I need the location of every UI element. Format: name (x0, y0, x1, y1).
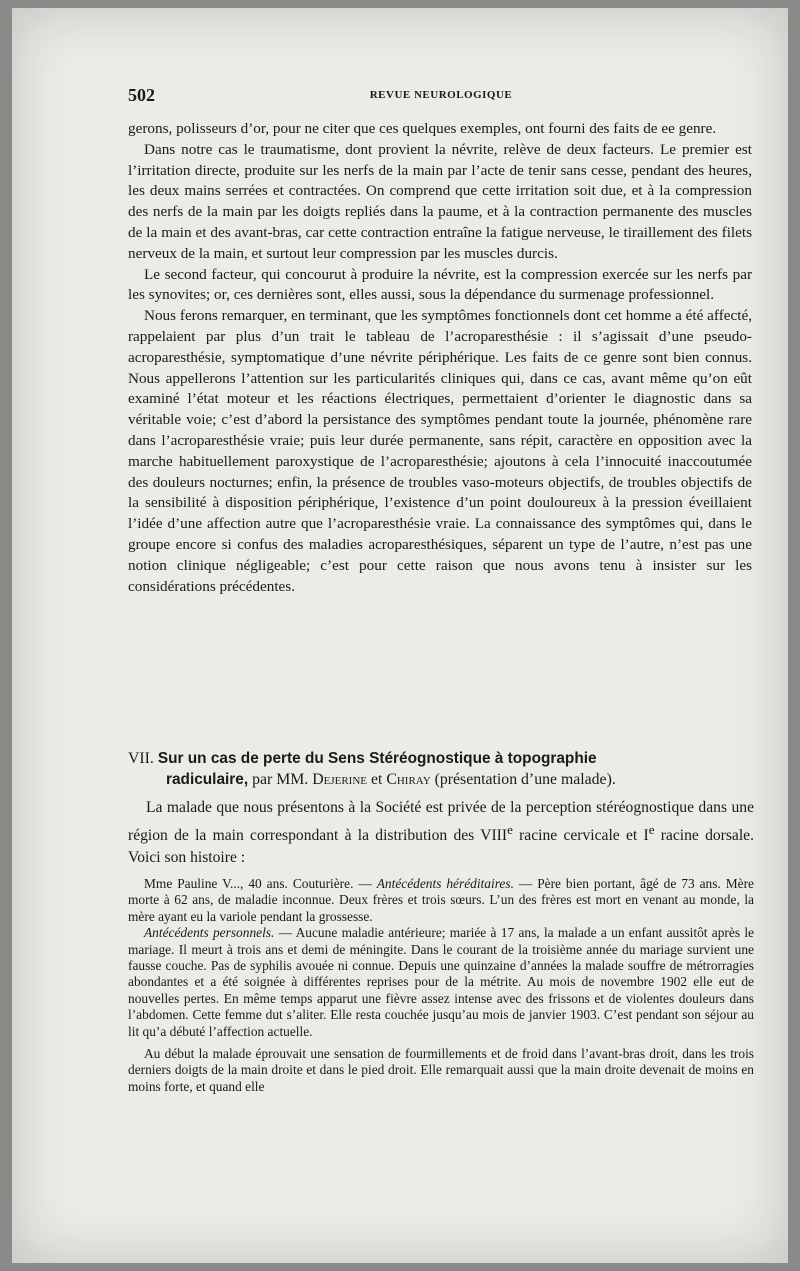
intro-text-1: La malade que nous présentons à la Société est privée de la perception stéréognostique dans une région de la main correspondant à la distribution des VIII (128, 799, 754, 845)
case-personal (128, 925, 754, 1040)
page-number: 502 (128, 85, 155, 105)
section-et: et (370, 771, 383, 788)
case-personal-label: Antécédents personnels. (144, 925, 275, 941)
case-heredity-text: — Père bien portant, âgé de 73 ans. Mère morte à 62 ans, de maladie inconnue. Deux frères et trois sœurs. L’un des frères est mort en venant au monde, la mère ayant eu la variole pendant la grossesse. (128, 876, 754, 924)
paragraph-traumatism: Dans notre cas le traumatisme, dont provient la névrite, relève de deux facteurs. Le premier est l’irritation directe, produite sur les nerfs de la main par l’acte de tenir sans cesse, pendant des heures, les deux mains serrées et contractées. On comprend que cette irritation soit due, et à la compression des nerfs de la main par les doigts repliés dans la paume, et à la contraction permanente des muscles de la main et des avant-bras, car cette contraction entraîne la fatigue nerveuse, le tiraillement des filets nerveux de la main, et surtout leur compression par les muscles durcis. (128, 140, 752, 262)
section-note: (présentation d’une malade). (434, 771, 616, 788)
intro-sup-1: e (507, 822, 513, 837)
section-title-continued: radiculaire, (166, 771, 249, 788)
article-body (128, 119, 752, 597)
intro-text-2: racine cervicale et I (512, 827, 649, 845)
author-chiray: Chiray (386, 771, 431, 788)
section-par: par MM. (252, 771, 309, 788)
page-header (128, 85, 754, 107)
running-head: REVUE NEUROLOGIQUE (369, 89, 513, 101)
section-intro (128, 797, 754, 869)
case-history (128, 876, 754, 1095)
case-heredity-label: Antécédents héréditaires. (376, 876, 514, 891)
case-heredity (128, 876, 754, 925)
intro-paragraph (128, 797, 754, 869)
intro-sup-2: e (648, 822, 655, 837)
case-personal-text: — Aucune maladie antérieure; mariée à 17 ans, la malade a un enfant aussitôt après le mariage. Il meurt à trois ans et demi de méningite. Dans le courant de la troisième année du mariage survient une fausse couche. Pas de syphilis avouée ni connue. Depuis une quinzaine d’années la malade souffre de métrorragies abondantes et a été soignée à différentes reprises pour de la métrite. Au mois de novembre 1902 elle eut de nouvelles pertes. En même temps apparut une fièvre assez intense avec des frissons et de violentes douleurs dans l’abdomen. Cette femme dut s’aliter. Elle resta couchée jusqu’au mois de janvier 1903. C’est pendant son séjour au lit qu’a débuté l’affection actuelle. (128, 925, 754, 1039)
paragraph-second-factor: Le second facteur, qui concourut à produire la névrite, est la compression exercée sur les nerfs par les synovites; or, ces dernières sont, elles aussi, sous la dépendance du surmenage professionnel. (128, 265, 752, 304)
paragraph-conclusion: Nous ferons remarquer, en terminant, que les symptômes fonctionnels dont cet homme a été affecté, rappelaient par plus d’un trait le tableau de l’acroparesthésie : il s’agissait d’une pseudo-acroparesthésie, symptomatique d’une névrite périphérique. Les faits de ce genre sont bien connus. Nous appellerons l’attention sur les particularités cliniques qui, dans ce cas, avant même qu’on eût examiné l’état moteur et les réactions électriques, permettaient d’orienter le diagnostic dans sa véritable voie; c’est d’abord la persistance des symptômes pendant toute la journée, phénomène rare dans l’acroparesthésie vraie; puis leur durée permanente, sans répit, caractère en opposition avec la marche habituellement paroxystique de l’acroparesthésie; ajoutons à cela l’innocuité inaccoutumée des douleurs nocturnes; enfin, la présence de troubles vaso-moteurs objectifs, de troubles objectifs de la sensibilité à disposition périphérique, l’existence d’un point douloureux à la pression éveillaient l’idée d’une affection autre que l’acroparesthésie vraie. La connaissance des symptômes qui, dans le groupe encore si confus des maladies acroparesthésiques, séparent un type de l’autre, n’est pas une notion clinique négligeable; c’est pour cette raison que nous avons tenu à insister sur les considérations précédentes. (128, 307, 752, 595)
paragraph-continuation: gerons, polisseurs d’or, pour ne citer que ces quelques exemples, ont fourni des faits de ee genre. (128, 120, 717, 137)
author-dejerine: Dejerine (312, 771, 367, 788)
section-heading (128, 748, 754, 790)
section-title: Sur un cas de perte du Sens Stéréognostique à topographie (157, 750, 597, 767)
intro-text-3: racine dorsale. Voici son histoire : (128, 827, 754, 867)
case-patient-intro: Mme Pauline V..., 40 ans. Couturière. — (144, 876, 377, 891)
case-onset: Au début la malade éprouvait une sensation de fourmillements et de froid dans l’avant-bras droit, dans les trois derniers doigts de la main droite et dans le pied droit. Elle remarquait aussi que la main droite devenait de moins en moins forte, et quand elle (128, 1046, 754, 1094)
section-number: VII. (128, 750, 154, 767)
